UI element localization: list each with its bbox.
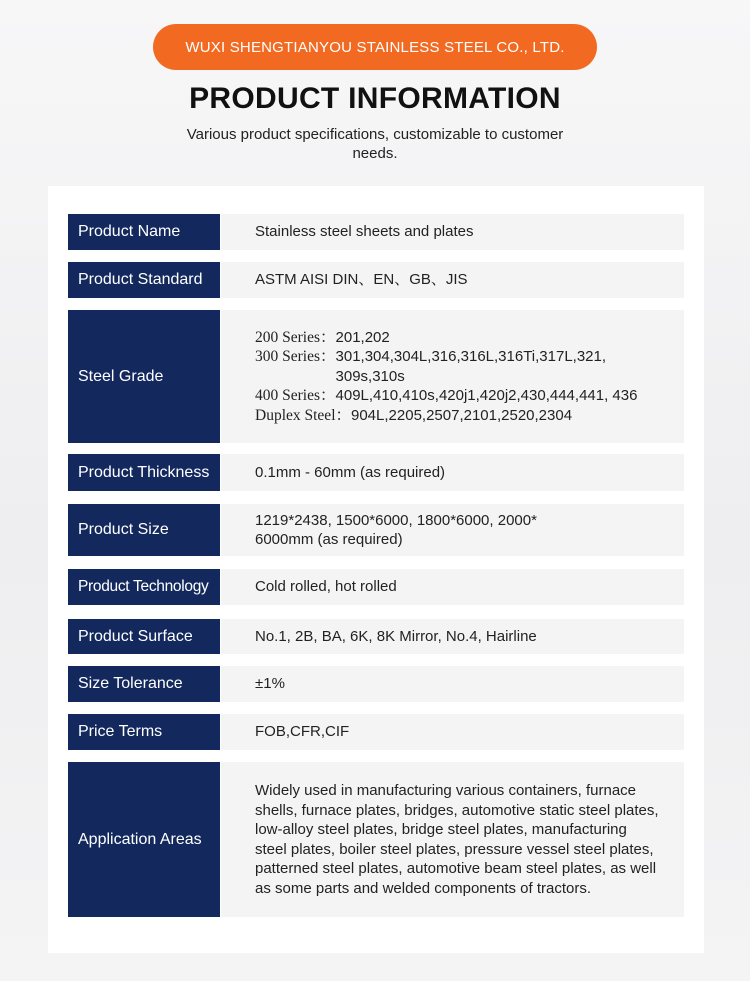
value-text: ±1% [255, 675, 285, 693]
company-banner [153, 24, 597, 70]
grade-line [255, 328, 660, 348]
row-product-name [68, 214, 684, 250]
value-text: 1219*2438, 1500*6000, 1800*6000, 2000* 6000mm (as required) [255, 511, 537, 548]
grade-name: 300 Series： [255, 348, 336, 366]
value-text: No.1, 2B, BA, 6K, 8K Mirror, No.4, Hairline [255, 627, 537, 645]
value-text: Cold rolled, hot rolled [255, 578, 397, 596]
grade-name: 200 Series： [255, 328, 336, 346]
value-text: 0.1mm - 60mm (as required) [255, 463, 446, 481]
row-price-terms [68, 714, 684, 750]
row-product-technology [68, 569, 684, 605]
row-value [221, 310, 684, 443]
grade-values: 301,304,304L,316,316L,316Ti,317L,321, 309s,310s [335, 348, 607, 385]
row-value [221, 569, 684, 605]
row-steel-grade [68, 310, 684, 443]
spec-table [48, 186, 704, 953]
row-label: Product Name [68, 214, 220, 250]
row-value [221, 714, 684, 750]
row-product-thickness [68, 454, 684, 491]
row-value [221, 454, 684, 491]
page-title: PRODUCT INFORMATION [189, 82, 561, 115]
row-label: Size Tolerance [68, 666, 220, 702]
row-product-standard [68, 262, 684, 298]
row-label: Product Surface [68, 619, 220, 654]
value-text: ASTM AISI DIN、EN、GB、JIS [255, 271, 468, 289]
row-label: Price Terms [68, 714, 220, 750]
grade-name: 400 Series： [255, 387, 336, 405]
grade-values: 409L,410,410s,420j1,420j2,430,444,441, 436 [335, 387, 638, 405]
row-product-size [68, 504, 684, 556]
value-text: Stainless steel sheets and plates [255, 223, 474, 241]
page-subtitle: Various product specifications, customizable to customer needs. [186, 126, 564, 162]
value-text: Widely used in manufacturing various containers, furnace shells, furnace plates, bridges, automotive static steel plates, low-alloy steel plates, bridge steel plates, manufacturing steel plates, boiler steel plates, pressure vessel steel plates, patterned steel plates, automotive beam steel plates, as well as some parts and welded components of tractors. [255, 782, 659, 897]
grade-name: Duplex Steel： [255, 406, 351, 424]
row-label: Application Areas [68, 762, 220, 917]
grade-line [255, 406, 660, 426]
row-value [221, 214, 684, 250]
row-value [221, 262, 684, 298]
row-value [221, 666, 684, 702]
grade-line [255, 347, 660, 386]
row-value [221, 762, 684, 917]
row-label: Product Technology [68, 569, 220, 605]
grade-values: 904L,2205,2507,2101,2520,2304 [351, 406, 573, 424]
row-label: Steel Grade [68, 310, 220, 443]
row-product-surface [68, 619, 684, 654]
row-value [221, 504, 684, 556]
row-size-tolerance [68, 666, 684, 702]
row-value [221, 619, 684, 654]
company-name: WUXI SHENGTIANYOU STAINLESS STEEL CO., LTD. [185, 38, 565, 56]
grade-values: 201,202 [335, 328, 390, 346]
grade-line [255, 386, 660, 406]
row-label: Product Thickness [68, 454, 220, 491]
row-application-areas [68, 762, 684, 917]
row-label: Product Size [68, 504, 220, 556]
value-text: FOB,CFR,CIF [255, 723, 350, 741]
row-label: Product Standard [68, 262, 220, 298]
